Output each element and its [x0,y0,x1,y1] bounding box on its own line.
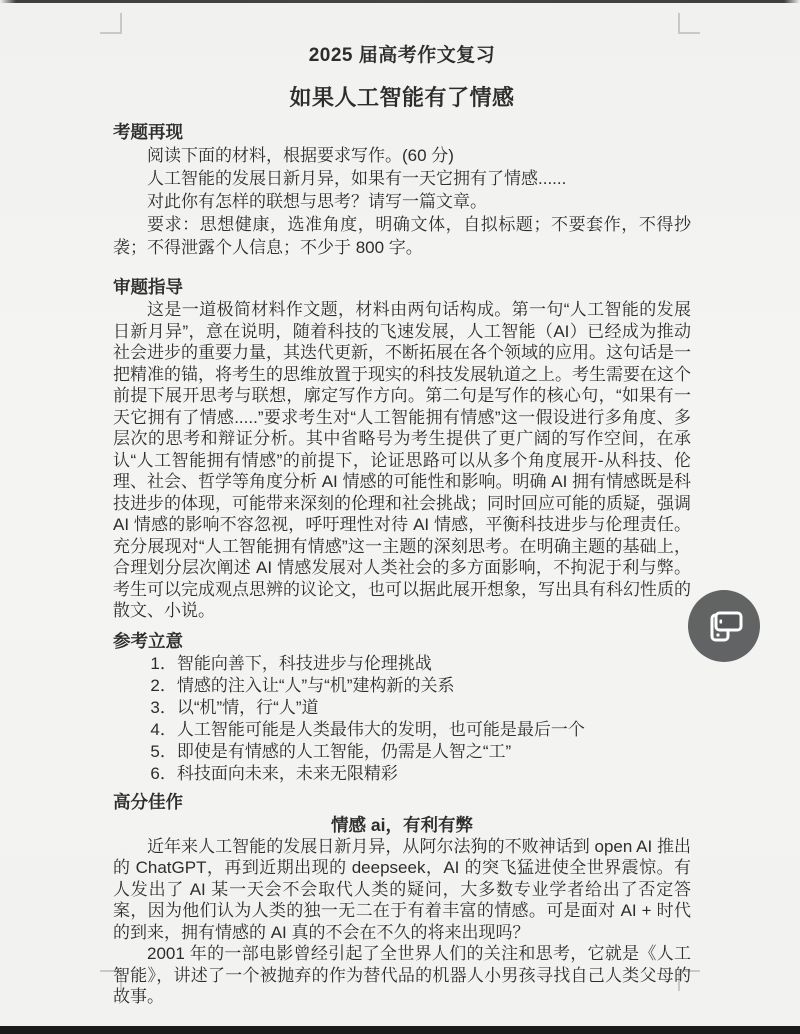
section-exam-question [113,120,691,259]
course-title: 2025 届高考作文复习 [308,45,496,66]
exam-section-heading: 考题再现 [113,122,183,142]
ideas-section-heading: 参考立意 [113,630,183,651]
section-guidance [113,275,691,622]
guidance-section-heading: 审题指导 [113,277,183,297]
model-essay-paragraph: 近年来人工智能的发展日新月异，从阿尔法狗的不败神话到 open AI 推出的 ChatGPT，再到近期出现的 deepseek，AI 的突飞猛进使全世界震惊。有人发出了 AI 某一天会不会取代人类的疑问，大多数专业学者给出了否定答案，因为他们认为人类的独一无二在于有着丰富的情感。可是面对 AI + 时代的到来，拥有情感的 AI 真的不会在不久的将来出现吗？ [113,836,691,942]
photo-bottom-edge [0,1026,800,1034]
list-item: 2．情感的注入让“人”与“机”建构新的关系 [150,675,455,695]
exam-paragraph: 对此你有怎样的联想与思考？请写一篇文章。 [147,192,487,211]
exam-paragraph: 人工智能的发展日新月异，如果有一天它拥有了情感...... [147,169,567,188]
document-page [113,0,691,1008]
rotate-screen-button[interactable] [688,590,760,662]
model-essay-paragraph: 2001 年的一部电影曾经引起了全世界人们的关注和思考，它就是《人工智能》，讲述了一个被抛弃的作为替代品的机器人小男孩寻找自己人类父母的故事。 [113,944,691,1006]
exam-paragraph: 阅读下面的材料，根据要求写作。(60 分) [147,146,454,165]
model-section-heading: 高分佳作 [113,791,183,812]
list-item: 5．即使是有情感的人工智能，仍需是人智之“工” [150,741,512,761]
list-item: 3．以“机”情，行“人”道 [150,697,319,717]
exam-paragraph: 要求：思想健康，选准角度，明确文体，自拟标题；不要套作，不得抄袭；不得泄露个人信息；不少于 800 字。 [113,215,691,257]
essay-topic-title: 如果人工智能有了情感 [289,85,515,110]
model-essay-title: 情感 ai，有利有弊 [331,814,473,835]
list-item: 4．人工智能可能是人类最伟大的发明，也可能是最后一个 [150,719,585,739]
ideas-list [113,653,691,785]
list-item: 1．智能向善下，科技进步与伦理挑战 [150,653,432,673]
section-reference-ideas [113,629,691,785]
guidance-paragraph: 这是一道极简材料作文题，材料由两句话构成。第一句“人工智能的发展日新月异”，意在说明，随着科技的飞速发展，人工智能（AI）已经成为推动社会进步的重要力量，其迭代更新，不断拓展在各个领域的应用。这句话是一把精准的锚，将考生的思维放置于现实的科技发展轨道之上。考生需要在这个前提下展开思考与联想，廓定写作方向。第二句是写作的核心句，“如果有一天它拥有了情感.....”要求考生对“人工智能拥有情感”这一假设进行多角度、多层次的思考和辩证分析。其中省略号为考生提供了更广阔的写作空间，在承认“人工智能拥有情感”的前提下，论证思路可以从多个角度展开-从科技、伦理、社会、哲学等角度分析 AI 情感的可能性和影响。明确 AI 拥有情感既是科技进步的体现，可能带来深刻的伦理和社会挑战；同时回应可能的质疑，强调 AI 情感的影响不容忽视，呼吁理性对待 AI 情感，平衡科技进步与伦理责任。充分展现对“人工智能拥有情感”这一主题的深刻思考。在明确主题的基础上，合理划分层次阐述 AI 情感发展对人类社会的多方面影响，不拘泥于利与弊。考生可以完成观点思辨的议论文，也可以据此展开想象，写出具有科幻性质的散文、小说。 [113,300,692,620]
section-model-essay [113,790,691,1008]
list-item: 6．科技面向未来，未来无限精彩 [150,763,398,783]
rotate-screen-icon [704,606,744,646]
